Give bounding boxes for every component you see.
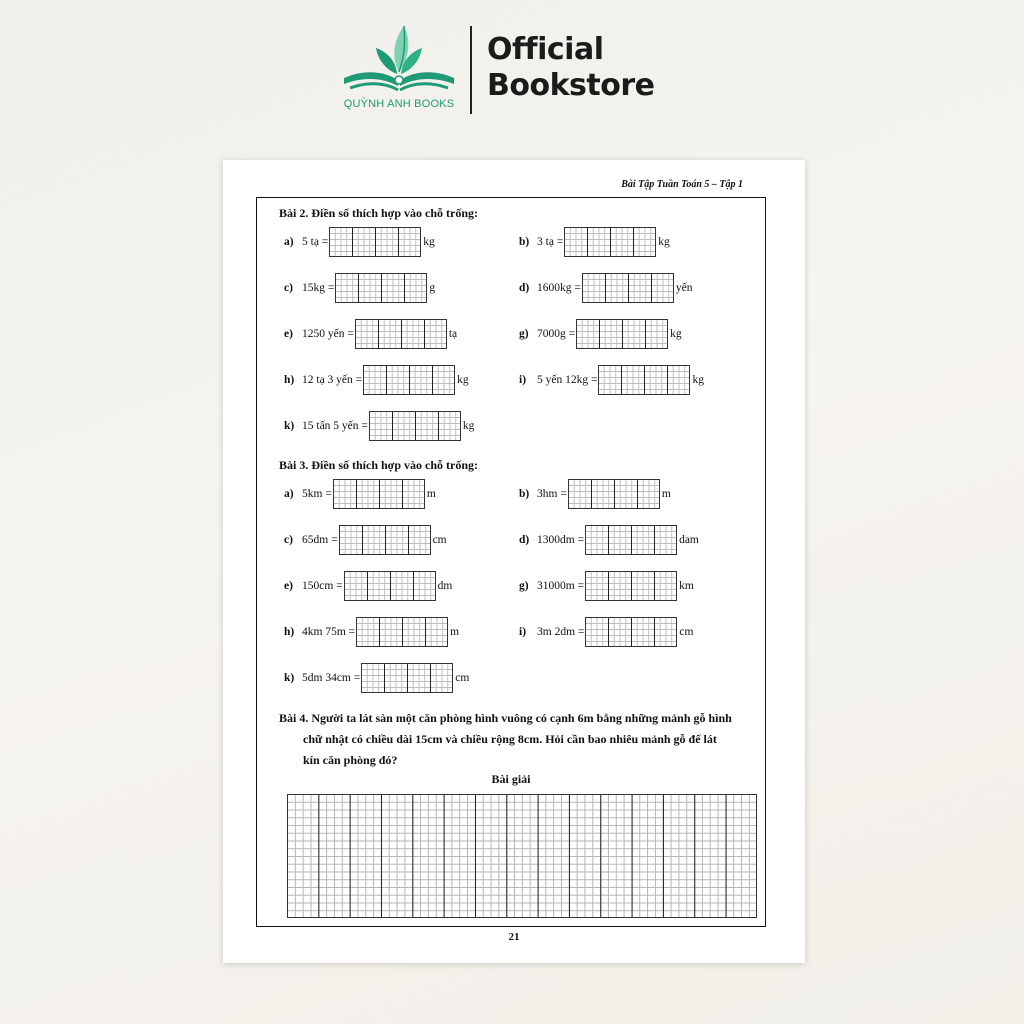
item-label: b) [519,488,530,500]
item-expression: 4km 75m = [302,626,356,638]
item-label: c) [284,282,293,294]
answer-grid[interactable] [355,319,447,349]
exercise2-item [284,273,435,303]
brand-header [336,22,656,122]
exercise4-line3: kín căn phòng đó? [303,753,398,767]
exercise2-item [284,365,469,395]
exercise2-item [284,227,435,257]
brand-divider [470,26,472,114]
item-expression: 7000g = [537,328,576,340]
exercise2-item [519,365,704,395]
item-unit: dam [679,534,699,546]
exercise4-line1: Người ta lát sàn một căn phòng hình vuông có cạnh 6m bằng những mảnh gỗ hình [311,711,732,725]
item-unit: dm [437,580,453,592]
item-unit: kg [423,236,435,248]
answer-grid[interactable] [576,319,668,349]
exercise2-item [284,319,457,349]
page-frame [256,197,766,927]
answer-grid[interactable] [598,365,690,395]
exercise3-item [284,525,447,555]
item-unit: kg [462,420,475,432]
item-expression: 3 tạ = [537,236,564,248]
open-book-sprout-icon [342,22,456,96]
item-label: g) [519,328,529,340]
exercise3-item [519,571,694,601]
exercise3-item [519,479,671,509]
answer-grid[interactable] [585,525,677,555]
item-unit: m [661,488,671,500]
solution-grid[interactable] [287,794,757,918]
item-unit: kg [457,374,469,386]
brand-logo [336,22,460,122]
answer-grid[interactable] [568,479,660,509]
item-expression: 12 tạ 3 yến = [302,374,363,386]
exercise4-line2: chữ nhật có chiều dài 15cm và chiều rộng 8cm. Hỏi cần bao nhiêu mảnh gỗ để lát [303,732,717,746]
item-expression: 65dm = [302,534,338,546]
item-unit: yến [675,282,693,294]
answer-grid[interactable] [585,571,677,601]
item-unit: m [426,488,436,500]
page-number: 21 [508,931,520,943]
item-unit: cm [455,672,470,684]
item-label: i) [519,626,527,638]
item-unit: km [679,580,694,592]
item-unit: g [429,282,436,294]
item-label: a) [284,236,294,248]
item-label: h) [284,626,295,638]
item-expression: 1250 yến = [302,328,354,340]
exercise2-item [519,273,692,303]
answer-grid[interactable] [363,365,455,395]
item-label: c) [284,534,293,546]
item-expression: 5km = [302,488,332,500]
item-unit: kg [658,236,670,248]
item-label: b) [519,236,530,248]
item-expression: 15kg = [302,282,335,294]
exercise2-item [284,411,474,441]
item-expression: 150cm = [302,580,343,592]
exercise2-item [519,227,670,257]
item-unit: cm [679,626,694,638]
item-label: a) [284,488,294,500]
answer-grid[interactable] [564,227,656,257]
answer-grid[interactable] [585,617,677,647]
answer-grid[interactable] [335,273,427,303]
item-expression: 3hm = [537,488,567,500]
item-label: e) [284,580,293,592]
exercise2-item [519,319,682,349]
worksheet-page [223,160,805,963]
item-label: i) [519,374,527,386]
item-label: k) [284,420,295,432]
exercise3-item [519,525,699,555]
item-label: d) [519,534,530,546]
brand-title-line1: Official [487,32,604,67]
answer-grid[interactable] [356,617,448,647]
exercise4-problem [279,708,759,771]
exercise3-item [284,571,452,601]
item-unit: cm [432,534,447,546]
item-label: d) [519,282,530,294]
item-expression: 3m 2dm = [537,626,585,638]
item-unit: kg [692,374,704,386]
exercise3-item [284,479,436,509]
exercise2-title: Bài 2. Điền số thích hợp vào chỗ trống: [279,206,478,220]
item-unit: tạ [448,328,458,340]
answer-grid[interactable] [344,571,436,601]
item-expression: 5 tạ = [302,236,329,248]
answer-grid[interactable] [361,663,453,693]
brand-logo-text: QUỲNH ANH BOOKS [343,98,455,110]
item-expression: 15 tấn 5 yến = [302,420,368,432]
item-unit: kg [670,328,682,340]
exercise3-item [284,617,459,647]
solution-label: Bài giải [491,772,531,786]
item-label: e) [284,328,293,340]
answer-grid[interactable] [329,227,421,257]
answer-grid[interactable] [339,525,431,555]
item-label: g) [519,580,529,592]
brand-title [487,32,667,104]
exercise3-item [519,617,693,647]
exercise3-title: Bài 3. Điền số thích hợp vào chỗ trống: [279,458,478,472]
item-expression: 5dm 34cm = [302,672,361,684]
item-expression: 1300dm = [537,534,585,546]
item-expression: 1600kg = [537,282,581,294]
exercise3-item [284,663,469,693]
answer-grid[interactable] [333,479,425,509]
answer-grid[interactable] [369,411,461,441]
running-head: Bài Tập Tuần Toán 5 – Tập 1 [621,179,743,190]
item-label: h) [284,374,295,386]
brand-title-line2: Bookstore [487,68,655,103]
item-label: k) [284,672,295,684]
item-expression: 5 yến 12kg = [537,374,598,386]
item-unit: m [450,626,460,638]
answer-grid[interactable] [582,273,674,303]
exercise4-title: Bài 4. [279,711,309,725]
item-expression: 31000m = [537,580,585,592]
